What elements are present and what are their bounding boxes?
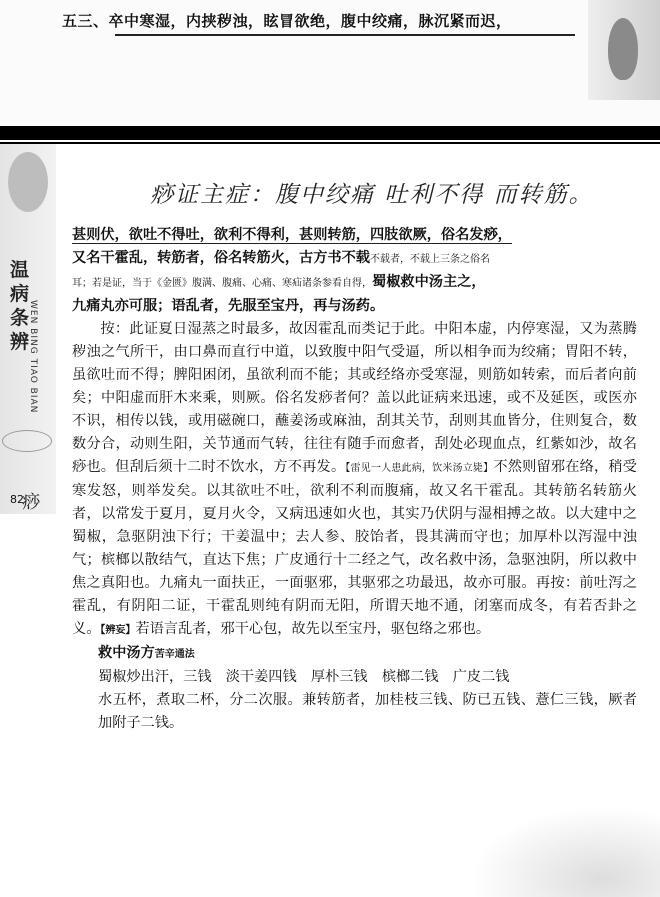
- page-number: 82: [10, 493, 24, 506]
- commentary-note: 不载者，不载上三条之俗名: [369, 254, 490, 265]
- clause-text: 蜀椒救中汤主之，: [372, 274, 486, 290]
- pen-underline: [115, 34, 575, 36]
- book-title-pinyin: WEN BING TIAO BIAN: [28, 300, 38, 414]
- recipe-instructions: 水五杯，煮取二杯，分二次服。兼转筋者，加桂枝三钱、防已五钱、薏仁三钱，厥者加附子二钱。: [98, 692, 637, 731]
- recipe-method: 苦辛通法: [154, 649, 195, 660]
- previous-page-strip: [0, 0, 660, 122]
- book-title: 温病条辨: [10, 259, 30, 353]
- clause-text: 又名干霍乱，转筋者，俗名转筋火，古方书不载: [72, 250, 370, 266]
- background-watermark: [470, 807, 660, 897]
- page-divider-thin: [0, 142, 660, 144]
- margin-handwriting: 痧: [22, 492, 40, 513]
- commentary-paragraph: 不然则留邪在络，稍受寒发怒，则举发矣。以其欲吐不吐，欲利不利而腹痛，故又名干霍乱。其转筋名转筋火者，以常发于夏月，夏月火令，又病迅速如火也，其实乃伏阴与湿相搏之故。以大建中之蜀椒，急驱阴浊下行；干姜温中；去人参、胶饴者，畏其满而守也；加厚朴以泻湿中浊气；槟榔以散结气，直达下焦；广皮通行十二经之气，改名救中汤，急驱浊阴，所以救中焦之真阳也。九痛丸一面扶正，一面驱邪，其驱邪之功最迅，故亦可服。再按：前吐泻之霍乱，有阴阳二证，干霍乱则纯有阴而无阳，所谓天地不通，闭塞而成冬，有若否卦之义。: [72, 459, 637, 637]
- recipe-ingredients: 蜀椒炒出汗，三钱 淡干姜四钱 厚朴三钱 槟榔二钱 广皮二钱: [98, 669, 510, 685]
- editor-note: 【雷见一人患此病，饮米汤立毙】: [345, 463, 494, 474]
- recipe-title: 救中汤方: [98, 645, 155, 661]
- handwritten-annotation: 痧证主症：腹中绞痛 吐利不得 而转筋。: [150, 182, 594, 208]
- gourd-decoration: [588, 0, 660, 100]
- previous-page-heading: 五三、卒中寒湿，内挟秽浊，眩冒欲绝，腹中绞痛，脉沉紧而迟，: [62, 12, 512, 30]
- gourd-icon: [608, 18, 638, 80]
- editor-note: 【辨妄】: [100, 625, 136, 636]
- commentary-paragraph: 按：此证夏日湿蒸之时最多，故因霍乱而类记于此。中阳本虚，内停寒湿，又为蒸腾秽浊之气所干，由口鼻而直行中道，以致腹中阳气受逼，所以相争而为绞痛；胃阳不转，虽欲吐而不得；脾阳困闭，虽欲利而不能；其或经络亦受寒湿，则筋如转索，而后者向前矣；中阳虚而肝木来乘，则厥。俗名发痧者何？盖以此证病来迅速，或不及延医，或医亦不识，相传以钱，或用磁碗口，蘸姜汤或麻油，刮其关节，刮则其血皆分，住则复合，数数分合，动则生阳，关节通而气转，往往有随手而愈者，刮处必现血点，红紫如沙，故名痧也。但刮后须十二时不饮水，方不再发。: [72, 321, 637, 475]
- commentary-note: 耳；若是证，当于《金匮》腹满、腹痛、心痛、寒疝诸条参看自得，: [72, 278, 372, 289]
- page-body: [72, 224, 637, 735]
- clause-text: 甚则伏，欲吐不得吐，欲利不得利，甚则转筋，四肢欲厥，俗名发痧，: [72, 227, 512, 243]
- gourd-icon: [8, 152, 48, 212]
- cloud-ornament-icon: [2, 430, 52, 452]
- clause-text: 九痛丸亦可服；语乱者，先服至宝丹，再与汤药。: [72, 298, 385, 314]
- page-divider: [0, 126, 660, 140]
- commentary-paragraph: 若语言乱者，邪干心包，故先以至宝丹，驱包络之邪也。: [135, 621, 491, 637]
